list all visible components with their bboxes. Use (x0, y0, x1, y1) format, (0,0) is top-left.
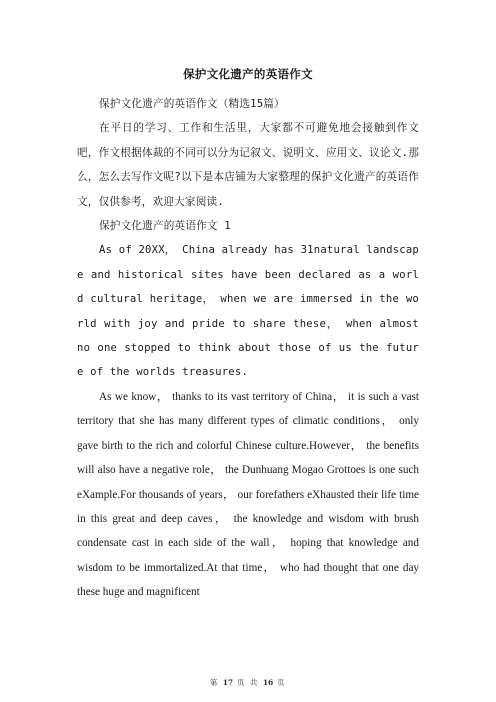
subtitle-paragraph: 保护文化遗产的英语作文（精选15篇） (99, 98, 285, 110)
footer-suffix: 页 (277, 678, 287, 687)
footer-total-pages: 16 (262, 678, 274, 687)
footer-prefix: 第 (209, 678, 219, 687)
section-heading: 保护文化遗产的英语作文 1 (99, 220, 231, 233)
essay-paragraph-1: As of 20XX， China already has 31natural landscape and historical sites have been declared as a world cultural heritage， when we are immersed in the world with joy and pride to share these， when almost no one stopped to think about those of us the future of the worlds treasures. (77, 244, 419, 379)
essay-paragraph-2: As we know， thanks to its vast territory of China， it is such a vast territory that she has many different types of climatic conditions， only gave birth to the rich and colorful Chinese culture.However， the benefits will also have a negative role， the Dunhuang Mogao Grottoes is one such eXample.For thousands of years， our forefathers eXhausted their life time in this great and deep caves， the knowledge and wisdom with brush condensate cast in each side of the wall， hoping that knowledge and wisdom to be immortalized.At that time， who had thought that one day these huge and magnificent (77, 390, 419, 599)
footer-middle: 页 共 (237, 678, 259, 687)
document-body (77, 92, 419, 605)
page-footer (0, 677, 496, 688)
footer-current-page: 17 (222, 678, 234, 687)
intro-paragraph: 在平日的学习、工作和生活里，大家都不可避免地会接触到作文吧，作文根据体裁的不同可以分为记叙文、说明文、应用文、议论文.那么，怎么去写作文呢?以下是本店铺为大家整理的保护文化遗产的英语作文，仅供参考，欢迎大家阅读. (77, 122, 419, 208)
document-title: 保护文化遗产的英语作文 (183, 67, 313, 81)
